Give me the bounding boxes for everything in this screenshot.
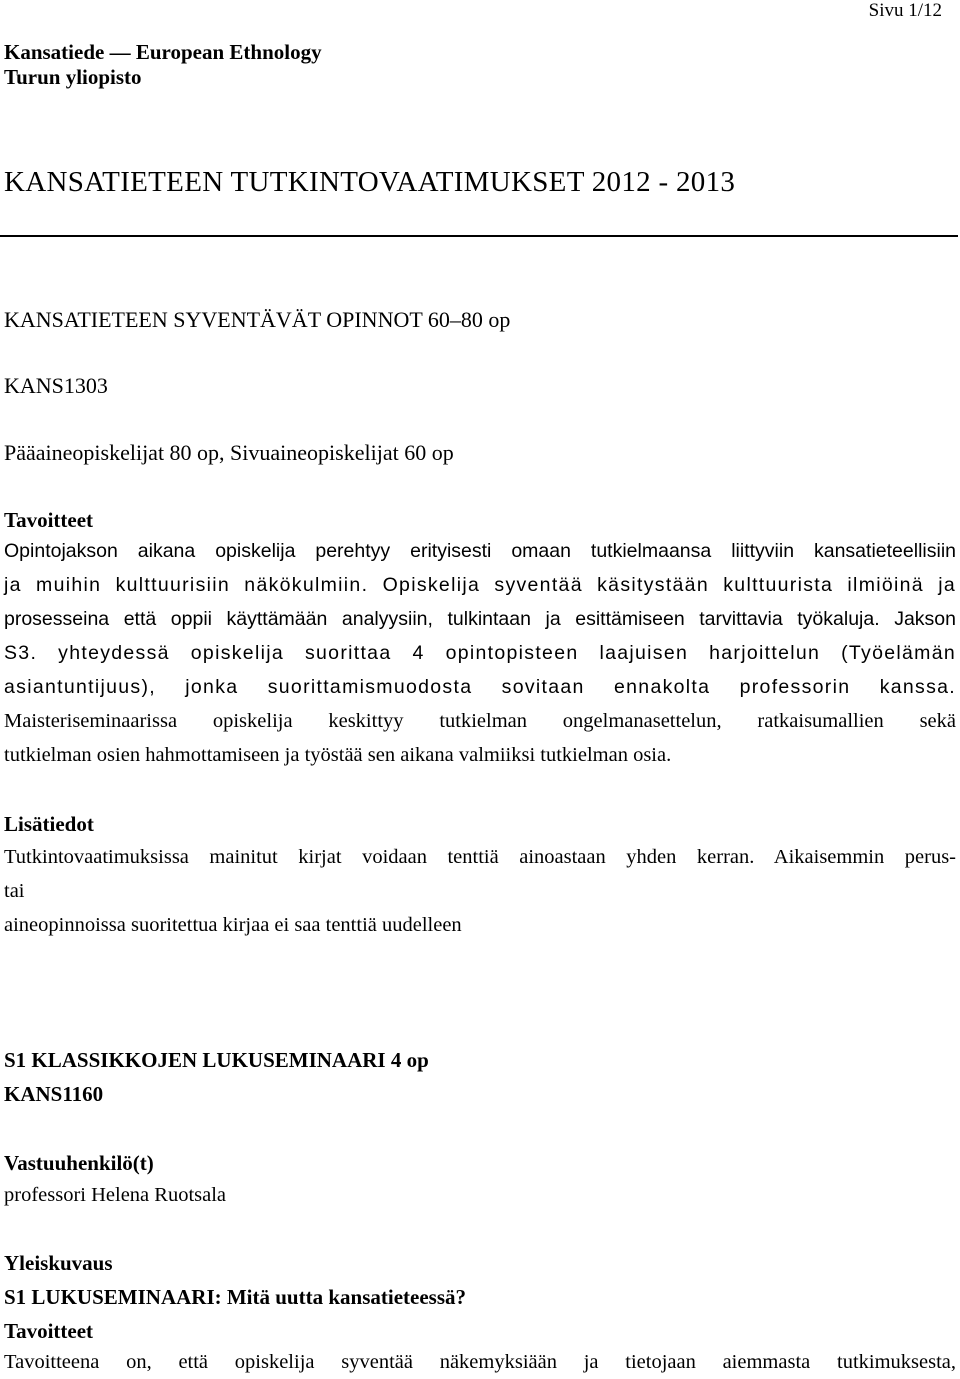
university-name: Turun yliopisto	[4, 65, 142, 89]
course-title: S1 KLASSIKKOJEN LUKUSEMINAARI 4 op	[4, 1048, 429, 1072]
additional-line-1: Tutkintovaatimuksissa mainitut kirjat voidaan tenttiä ainoastaan yhden kerran. Aikaisemmin perus-	[4, 846, 956, 868]
course-code: KANS1160	[4, 1082, 104, 1106]
responsible-label: Vastuuhenkilö(t)	[4, 1151, 154, 1175]
document-title: KANSATIETEEN TUTKINTOVAATIMUKSET 2012 - 2013	[4, 166, 736, 198]
goals-line-7: tutkielman osien hahmottamiseen ja työstää sen aikana valmiiksi tutkielman osia.	[4, 744, 672, 766]
overview-title: S1 LUKUSEMINAARI: Mitä uutta kansatieteessä?	[4, 1285, 467, 1309]
department-name: Kansatiede — European Ethnology	[4, 40, 322, 64]
goals-line-3: prosesseina että oppii käyttämään analyysiin, tulkintaan ja esittämiseen tarvittavia työkaluja. Jakson	[4, 608, 956, 630]
additional-line-2: tai	[4, 880, 25, 902]
responsible-person: professori Helena Ruotsala	[4, 1184, 227, 1206]
section-credits: Pääaineopiskelijat 80 op, Sivuaineopiskelijat 60 op	[4, 440, 454, 465]
section-heading: KANSATIETEEN SYVENTÄVÄT OPINNOT 60–80 op	[4, 307, 511, 332]
goals-line-2: ja muihin kulttuurisiin näkökulmiin. Opiskelija syventää käsitystään kulttuurista ilmiöinä ja	[4, 574, 956, 596]
goals-line-5: asiantuntijuus), jonka suorittamismuodosta sovitaan ennakolta professorin kanssa.	[4, 676, 956, 698]
course-goals-line: Tavoitteena on, että opiskelija syventää näkemyksiään ja tietojaan aiemmasta tutkimuksesta,	[4, 1351, 956, 1373]
page-number: Sivu 1/12	[868, 0, 942, 21]
additional-line-3: aineopinnoissa suoritettua kirjaa ei saa tenttiä uudelleen	[4, 914, 462, 936]
additional-label: Lisätiedot	[4, 812, 94, 836]
course-goals-label: Tavoitteet	[4, 1319, 94, 1343]
goals-line-4: S3. yhteydessä opiskelija suorittaa 4 opintopisteen laajuisen harjoittelun (Työelämän	[4, 642, 956, 664]
overview-label: Yleiskuvaus	[4, 1251, 113, 1275]
goals-line-1: Opintojakson aikana opiskelija perehtyy erityisesti omaan tutkielmaansa liittyviin kansatieteellisiin	[4, 540, 956, 562]
goals-line-6: Maisteriseminaarissa opiskelija keskittyy tutkielman ongelmanasettelun, ratkaisumallien sekä	[4, 710, 956, 732]
title-divider	[0, 235, 958, 237]
goals-label: Tavoitteet	[4, 508, 94, 532]
section-code: KANS1303	[4, 373, 108, 398]
